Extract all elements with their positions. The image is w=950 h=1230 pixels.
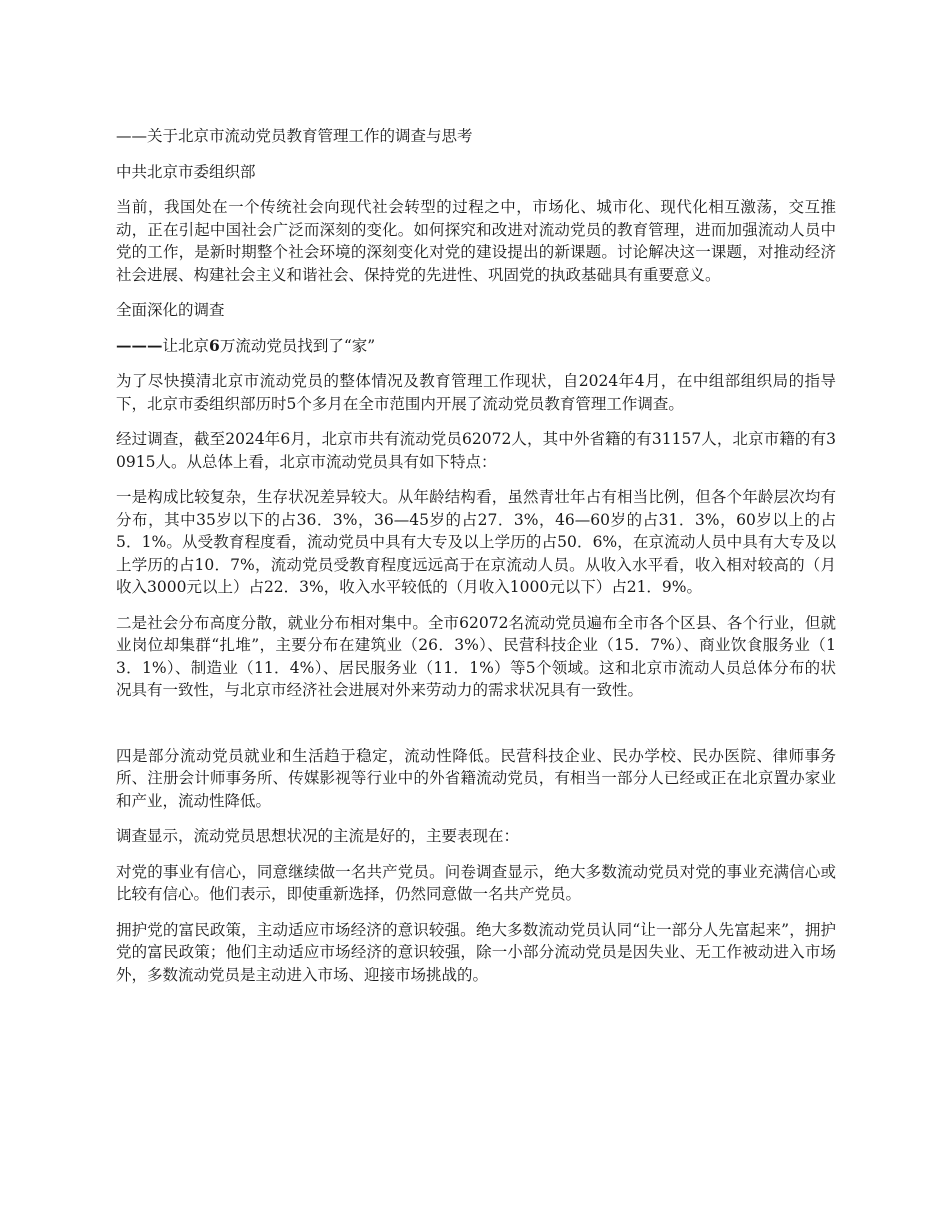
- subheading-text-a: 让北京: [162, 336, 210, 355]
- document-subtitle: ——关于北京市流动党员教育管理工作的调查与思考: [116, 127, 473, 145]
- subheading-dash: ———: [116, 335, 163, 355]
- subheading-text-b: 万流动党员找到了“家”: [219, 336, 376, 355]
- subheading-number: 6: [209, 335, 220, 355]
- blank-gap: [116, 715, 836, 745]
- stats-paragraph: 经过调查，截至2024年6月，北京市共有流动党员62072人，其中外省籍的有31157人，北京市籍的有30915人。从总体上看，北京市流动党员具有如下特点：: [116, 430, 836, 471]
- point-two-paragraph: 二是社会分布高度分散，就业分布相对集中。全市62072名流动党员遍布全市各个区县、各个行业，但就业岗位却集群“扎堆”，主要分布在建筑业（26．3%）、民营科技企业（15．7%）、商业饮食服务业（13．1%）、制造业（11．4%）、居民服务业（11．1%）等5个领域。这和北京市流动人员总体分布的状况具有一致性，与北京市经济社会进展对外来劳动力的需求状况具有一致性。: [116, 613, 836, 699]
- survey-paragraph: 为了尽快摸清北京市流动党员的整体情况及教育管理工作现状，自2024年4月，在中组部组织局的指导下，北京市委组织部历时5个多月在全市范围内开展了流动党员教育管理工作调查。: [116, 372, 836, 413]
- section-heading: 全面深化的调查: [116, 301, 225, 319]
- confidence-paragraph: 对党的事业有信心，同意继续做一名共产党员。问卷调查显示，绝大多数流动党员对党的事业充满信心或比较有信心。他们表示，即使重新选择，仍然同意做一名共产党员。: [116, 862, 836, 903]
- document-page: [116, 125, 836, 999]
- point-four-paragraph: 四是部分流动党员就业和生活趋于稳定，流动性降低。民营科技企业、民办学校、民办医院、律师事务所、注册会计师事务所、传媒影视等行业中的外省籍流动党员，有相当一部分人已经或正在北京置办家业和产业，流动性降低。: [116, 746, 836, 810]
- point-one-paragraph: 一是构成比较复杂，生存状况差异较大。从年龄结构看，虽然青壮年占有相当比例，但各个年龄层次均有分布，其中35岁以下的占36．3%，36—45岁的占27．3%，46—60岁的占31．3%，60岁以上的占5．1%。从受教育程度看，流动党员中具有大专及以上学历的占50．6%，在京流动人员中具有大专及以上学历的占10．7%，流动党员受教育程度远远高于在京流动人员。从收入水平看，收入相对较高的（月收入3000元以上）占22．3%，收入水平较低的（月收入1000元以下）占21．9%。: [116, 488, 836, 596]
- policy-paragraph: 拥护党的富民政策，主动适应市场经济的意识较强。绝大多数流动党员认同“让一部分人先富起来”，拥护党的富民政策；他们主动适应市场经济的意识较强，除一小部分流动党员是因失业、无工作被动进入市场外，多数流动党员是主动进入市场、迎接市场挑战的。: [116, 920, 836, 984]
- section-subheading: [116, 335, 836, 358]
- thought-paragraph: 调查显示，流动党员思想状况的主流是好的，主要表现在：: [116, 827, 520, 845]
- intro-paragraph: 当前，我国处在一个传统社会向现代社会转型的过程之中，市场化、城市化、现代化相互激荡，交互推动，正在引起中国社会广泛而深刻的变化。如何探究和改进对流动党员的教育管理，进而加强流动人员中党的工作，是新时期整个社会环境的深刻变化对党的建设提出的新课题。讨论解决这一课题，对推动经济社会进展、构建社会主义和谐社会、保持党的先进性、巩固党的执政基础具有重要意义。: [116, 198, 836, 284]
- document-author: 中共北京市委组织部: [116, 162, 256, 181]
